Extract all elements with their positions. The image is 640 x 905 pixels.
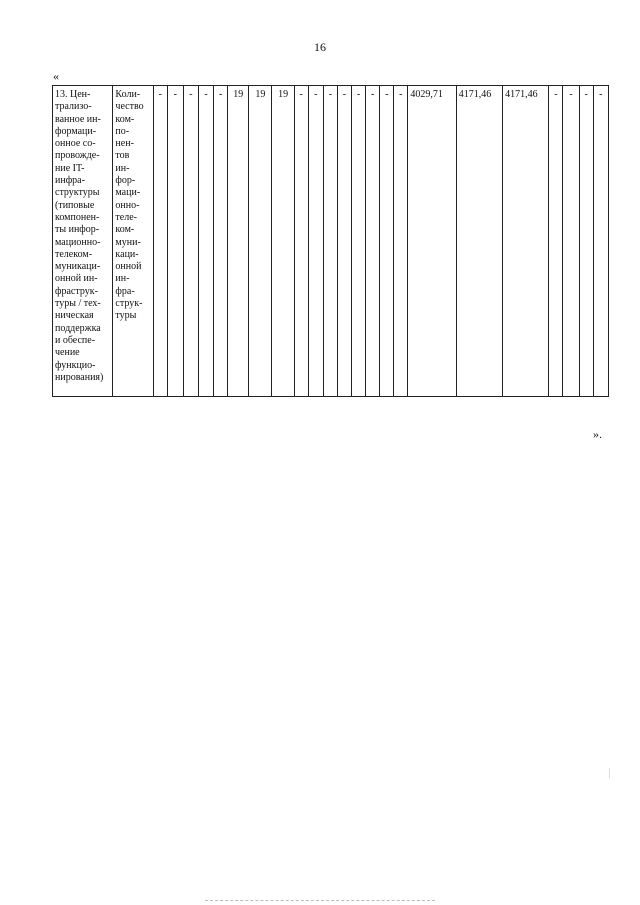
- unit-line: каци-: [115, 248, 139, 260]
- value-cell: -: [579, 86, 593, 397]
- indicator-name-line: онное со-: [55, 138, 96, 150]
- indicator-name-line: трализо-: [55, 101, 92, 113]
- indicator-name-line: поддержка: [55, 322, 101, 334]
- value-cell: 19: [249, 86, 272, 397]
- indicator-name-line: ние IT-: [55, 162, 85, 174]
- unit-cell: [113, 86, 153, 397]
- unit-line: маци-: [115, 187, 141, 199]
- indicator-table: [52, 85, 609, 397]
- page-number: 16: [314, 40, 326, 54]
- indicator-name-line: 13. Цен-: [55, 89, 91, 100]
- unit-line: тов: [115, 150, 130, 162]
- unit-line: ин-: [115, 162, 130, 174]
- indicator-name-line: провожде-: [55, 150, 100, 162]
- value-cell: -: [214, 86, 228, 397]
- value-cell: -: [380, 86, 394, 397]
- value-cell: 4171,46: [503, 86, 549, 397]
- value-cell: -: [394, 86, 408, 397]
- indicator-name-line: компонен-: [55, 211, 100, 223]
- indicator-name-line: муникаци-: [55, 261, 101, 273]
- unit-line: онной: [115, 261, 142, 273]
- value-cell: -: [323, 86, 337, 397]
- value-cell: -: [183, 86, 198, 397]
- unit-line: ком-: [115, 113, 135, 125]
- value-cell: -: [167, 86, 183, 397]
- unit-line: ком-: [115, 224, 135, 236]
- value-cell: 19: [228, 86, 249, 397]
- scan-edge-line: [205, 900, 435, 902]
- indicator-name-line: инфра-: [55, 175, 85, 187]
- value-cell: -: [294, 86, 308, 397]
- unit-line: струк-: [115, 298, 143, 310]
- unit-line: Коли-: [115, 89, 141, 100]
- scan-speck: [609, 768, 610, 778]
- value-cell: 4029,71: [408, 86, 456, 397]
- indicator-name-line: телеком-: [55, 248, 93, 260]
- unit-line: теле-: [115, 211, 137, 223]
- table-row: [53, 86, 609, 397]
- value-cell: -: [199, 86, 214, 397]
- indicator-name-line: ническая: [55, 310, 94, 322]
- unit-line: по-: [115, 125, 130, 137]
- indicator-name-line: туры / тех-: [55, 298, 101, 310]
- unit-line: онно-: [115, 199, 140, 211]
- value-cell: -: [352, 86, 366, 397]
- unit-line: туры: [115, 310, 137, 322]
- unit-line: ин-: [115, 273, 130, 285]
- unit-line: муни-: [115, 236, 141, 248]
- indicator-name-line: (типовые: [55, 199, 95, 211]
- indicator-name-line: мационно-: [55, 236, 101, 248]
- indicator-name-cell: [53, 86, 113, 397]
- indicator-name-line: ты инфор-: [55, 224, 100, 236]
- unit-line: фра-: [115, 285, 135, 297]
- indicator-name-line: ванное ин-: [55, 113, 101, 125]
- indicator-name-line: чение: [55, 347, 80, 359]
- opening-quote: «: [53, 69, 59, 83]
- unit-line: фор-: [115, 175, 136, 187]
- indicator-name-line: функцио-: [55, 359, 96, 371]
- closing-quote: ».: [593, 427, 602, 441]
- value-cell: -: [153, 86, 167, 397]
- value-cell: -: [337, 86, 351, 397]
- value-cell: -: [308, 86, 323, 397]
- unit-line: нен-: [115, 138, 134, 150]
- indicator-name-line: формаци-: [55, 125, 97, 137]
- value-cell: -: [593, 86, 608, 397]
- value-cell: 4171,46: [456, 86, 502, 397]
- indicator-name-line: фраструк-: [55, 285, 98, 297]
- value-cell: -: [563, 86, 579, 397]
- value-cell: -: [549, 86, 563, 397]
- value-cell: -: [366, 86, 380, 397]
- indicator-name-line: и обеспе-: [55, 334, 96, 346]
- indicator-name-line: структуры: [55, 187, 100, 199]
- value-cell: 19: [272, 86, 294, 397]
- unit-line: чество: [115, 101, 144, 113]
- indicator-name-line: онной ин-: [55, 273, 98, 285]
- indicator-name-line: нирования): [55, 371, 104, 383]
